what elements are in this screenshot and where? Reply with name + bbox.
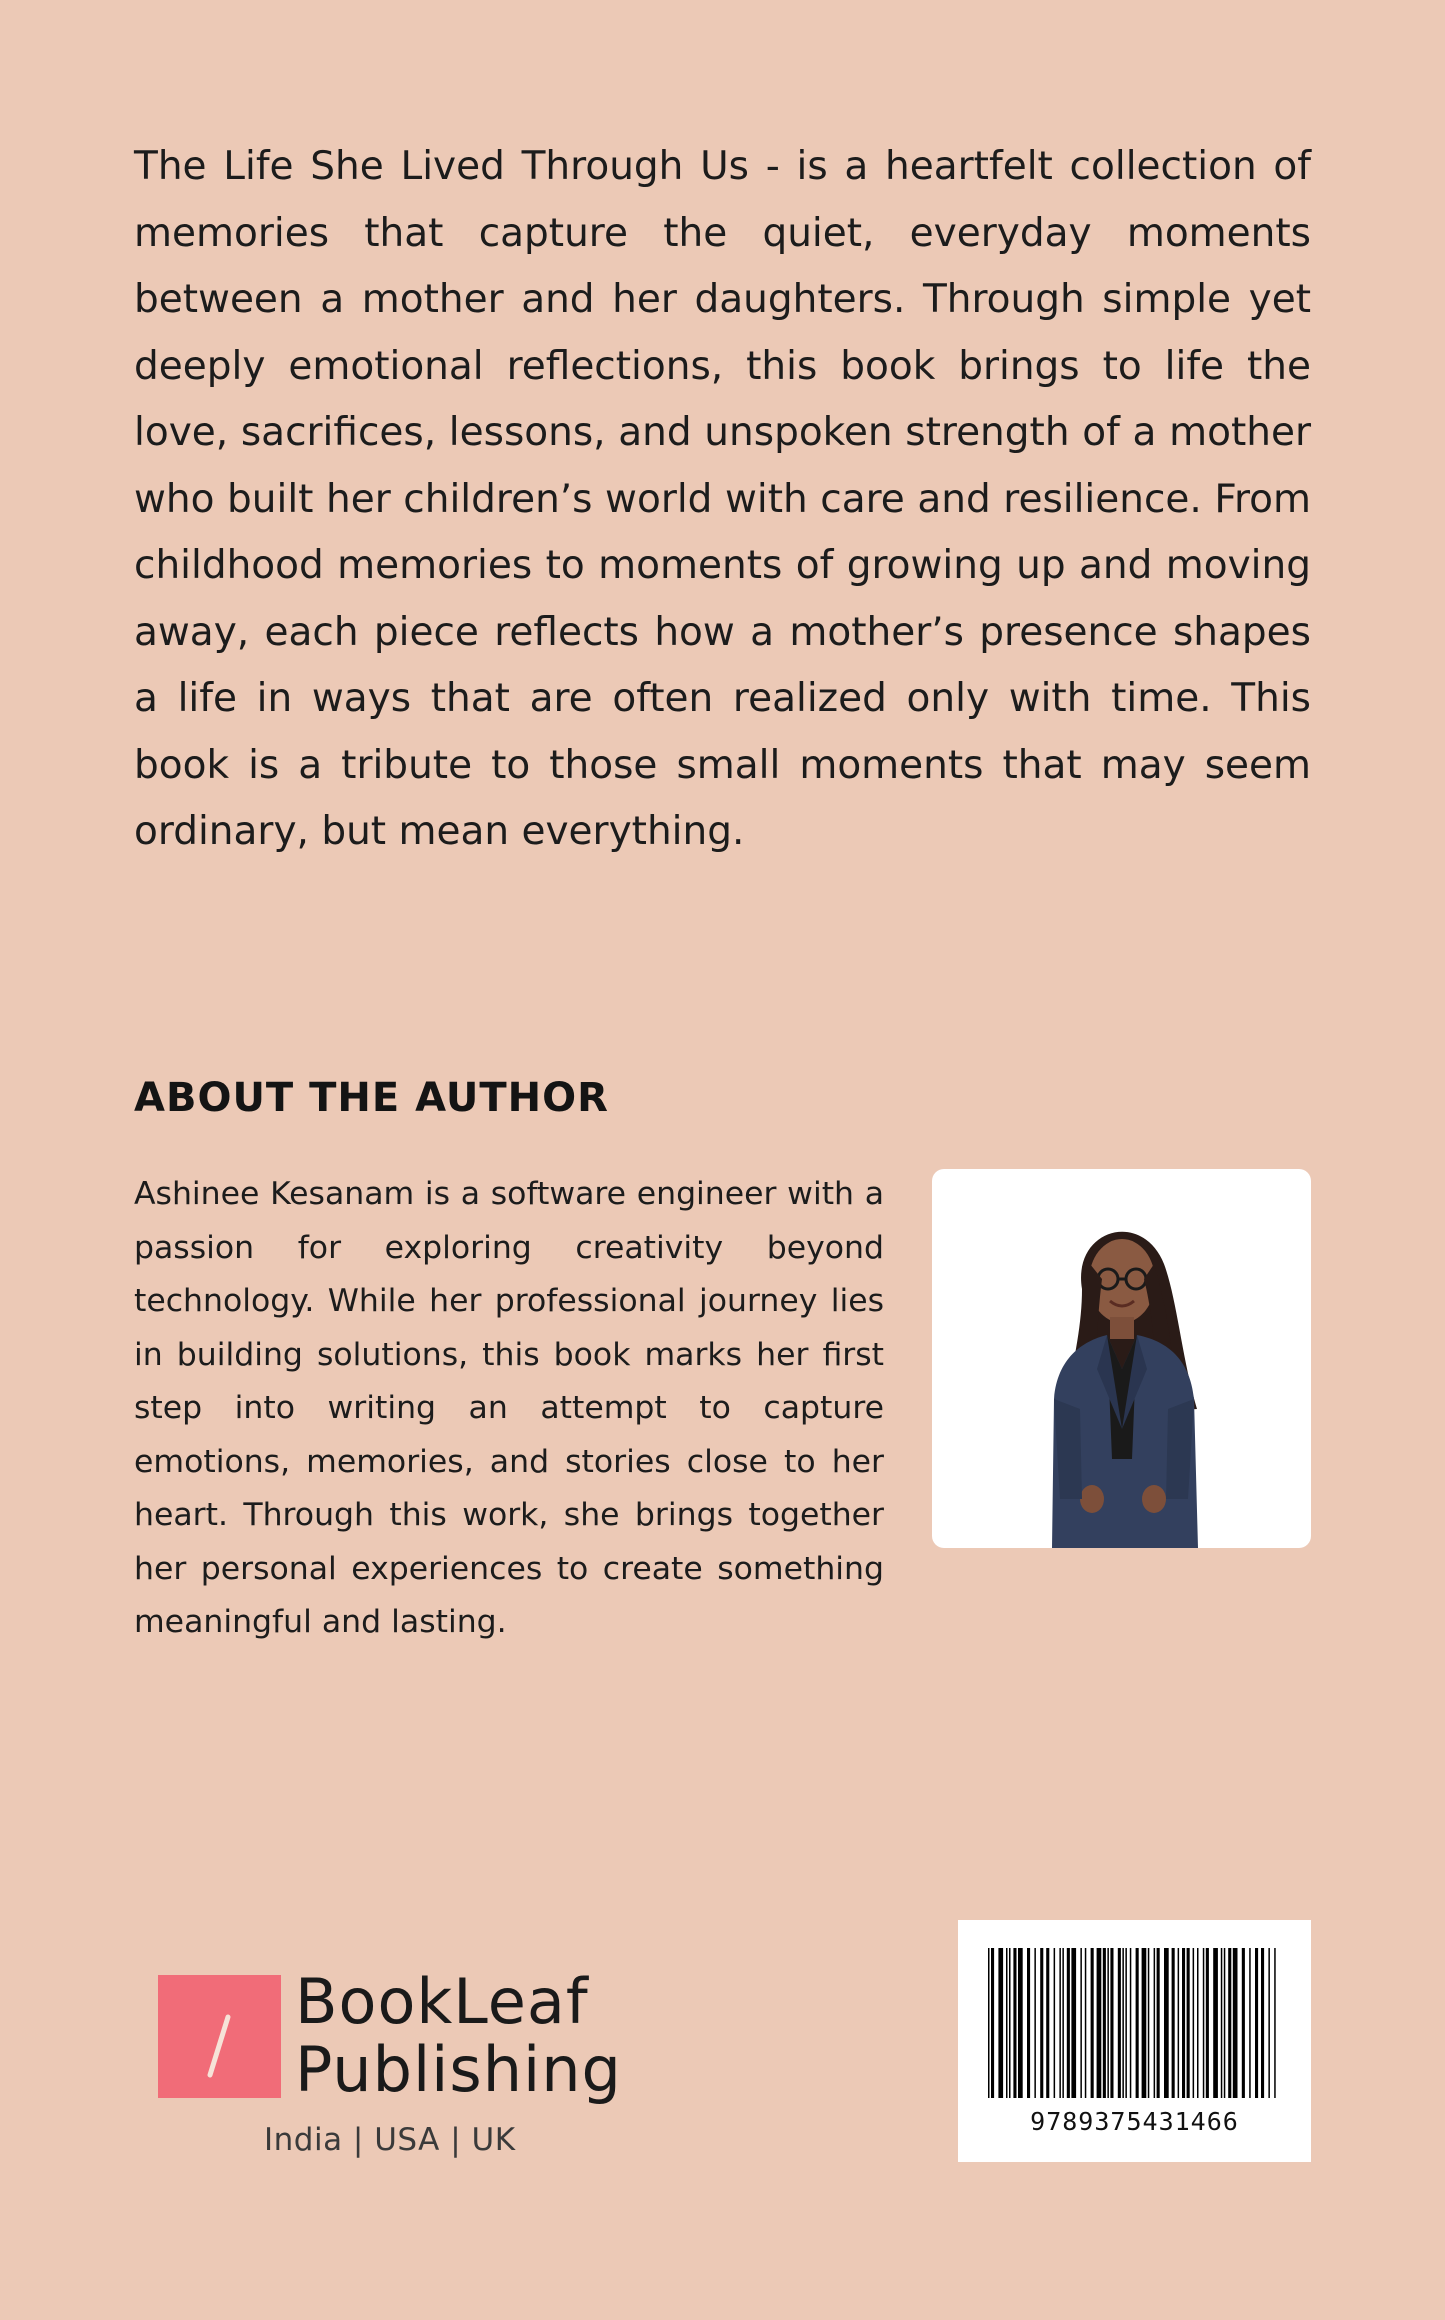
isbn-barcode: [958, 1920, 1311, 2162]
publisher-name-line1: BookLeaf: [295, 1965, 589, 2038]
about-author-heading: ABOUT THE AUTHOR: [134, 1075, 609, 1121]
publisher-logo: [158, 1965, 622, 2158]
publisher-regions: India | USA | UK: [264, 2122, 516, 2158]
back-cover-blurb: The Life She Lived Through Us - is a heartfelt collection of memories that capture the quiet, everyday moments between a mother and her daughters. Through simple yet deeply emotional reflections, this book brings to life the love, sacrifices, lessons, and unspoken strength of a mother who built her children’s world with care and resilience. From childhood memories to moments of growing up and moving away, each piece reflects how a mother’s presence shapes a life in ways that are often realized only with time. This book is a tribute to those small moments that may seem ordinary, but mean everything.: [134, 144, 1311, 854]
author-portrait-image: [932, 1169, 1311, 1548]
bookleaf-slash-icon: [158, 1975, 281, 2098]
author-bio: Ashinee Kesanam is a software engineer with a passion for exploring creativity beyond technology. While her professional journey lies in building solutions, this book marks her first step into writing an attempt to capture emotions, memories, and stories close to her heart. Through this work, she brings together her personal experiences to create something meaningful and lasting.: [134, 1176, 884, 1640]
author-photo: [932, 1169, 1311, 1548]
publisher-name-line2: Publishing: [295, 2033, 622, 2106]
barcode-icon: [988, 1948, 1278, 2098]
isbn-number: 9789375431466: [1030, 2107, 1239, 2136]
